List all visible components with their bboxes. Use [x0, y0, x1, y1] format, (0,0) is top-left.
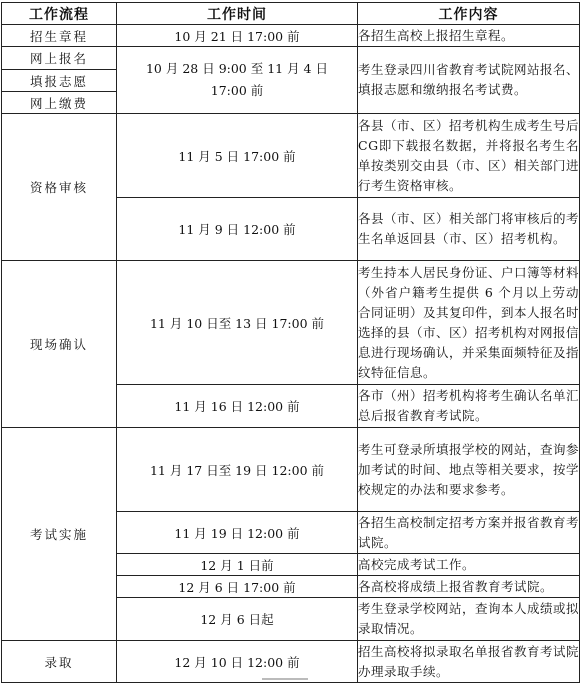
- time-text: 10 月 28 日 9:00 至 11 月 4 日 17:00 前: [145, 61, 328, 98]
- time-cell: 11 月 17 日至 19 日 12:00 前: [117, 428, 358, 512]
- time-cell: [117, 47, 358, 114]
- content-cell: 考生登录学校网站，查询本人成绩或拟录取情况。: [358, 598, 580, 641]
- time-cell: 11 月 5 日 17:00 前: [117, 114, 358, 198]
- content-cell: 各市（州）招考机构将考生确认名单汇总后报省教育考试院。: [358, 385, 580, 428]
- table-row: [2, 25, 580, 47]
- table-row: [2, 261, 580, 385]
- content-cell: 招生高校将拟录取名单报省教育考试院办理录取手续。: [358, 641, 580, 683]
- step-cell: 现场确认: [2, 261, 117, 428]
- time-cell: 12 月 6 日起: [117, 598, 358, 641]
- page-edge-mark: [262, 678, 308, 680]
- time-cell: 11 月 16 日 12:00 前: [117, 385, 358, 428]
- content-cell: 各招生高校上报招生章程。: [358, 25, 580, 47]
- header-content: 工作内容: [358, 3, 580, 25]
- header-row: [2, 3, 580, 25]
- table-row: [2, 428, 580, 512]
- time-cell: 11 月 10 日至 13 日 17:00 前: [117, 261, 358, 385]
- header-time: 工作时间: [117, 3, 358, 25]
- time-cell: 10 月 21 日 17:00 前: [117, 25, 358, 47]
- time-cell: 12 月 10 日 12:00 前: [117, 641, 358, 683]
- schedule-table: [1, 2, 580, 683]
- step-cell: 招生章程: [2, 25, 117, 47]
- step-cell: 录取: [2, 641, 117, 683]
- step-cell: 资格审核: [2, 114, 117, 261]
- content-cell: 考生登录四川省教育考试院网站报名、填报志愿和缴纳报名考试费。: [358, 47, 580, 114]
- content-cell: 考生可登录所填报学校的网站，查询参加考试的时间、地点等相关要求，按学校规定的办法和要求参考。: [358, 428, 580, 512]
- time-cell: 12 月 6 日 17:00 前: [117, 576, 358, 598]
- time-cell: 12 月 1 日前: [117, 554, 358, 576]
- content-cell: 各高校将成绩上报省教育考试院。: [358, 576, 580, 598]
- time-cell: 11 月 9 日 12:00 前: [117, 198, 358, 261]
- step-cell: 网上报名: [2, 47, 117, 70]
- step-cell: 网上缴费: [2, 92, 117, 114]
- step-cell: 考试实施: [2, 428, 117, 641]
- content-cell: 各招生高校制定招考方案并报省教育考试院。: [358, 512, 580, 554]
- content-cell: 考生持本人居民身份证、户口簿等材料（外省户籍考生提供 6 个月以上劳动合同证明）及其复印件，到本人报名时选择的县（市、区）招考机构对网报信息进行现场确认，并采集面频特征及指纹特征信息。: [358, 261, 580, 385]
- step-cell: 填报志愿: [2, 70, 117, 92]
- content-cell: 高校完成考试工作。: [358, 554, 580, 576]
- content-cell: 各县（市、区）招考机构生成考生号后CG即下载报名数据，并将报名考生名单按类别交由县（市、区）相关部门进行考生资格审核。: [358, 114, 580, 198]
- table-row: [2, 47, 580, 70]
- content-cell: 各县（市、区）相关部门将审核后的考生名单返回县（市、区）招考机构。: [358, 198, 580, 261]
- table-row: [2, 114, 580, 198]
- table-row: [2, 641, 580, 683]
- time-cell: 11 月 19 日 12:00 前: [117, 512, 358, 554]
- header-step: 工作流程: [2, 3, 117, 25]
